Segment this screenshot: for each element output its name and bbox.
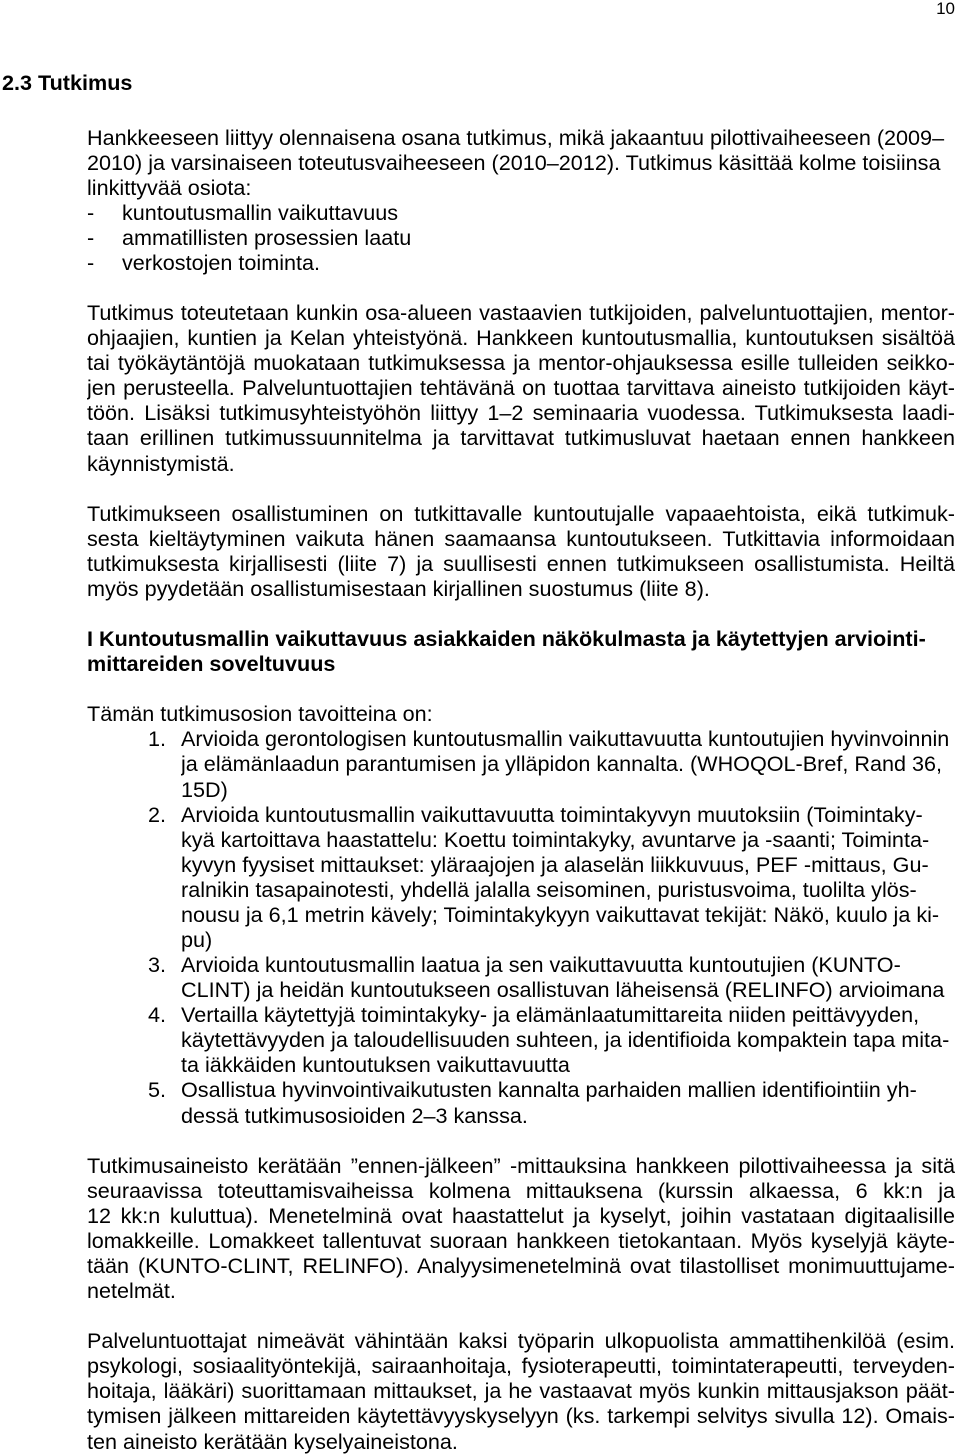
text-line: Tutkimukseen osallistuminen on tutkittavalle kuntoutujalle vapaaehtoista, eikä tutkimuk- xyxy=(87,500,955,526)
text-line: 15D) xyxy=(181,776,228,802)
goal-number: 3. xyxy=(148,952,167,978)
intro-paragraph xyxy=(87,125,955,275)
text-line: 2010) ja varsinaiseen toteutusvaiheeseen (2010–2012). Tutkimus käsittää kolme toisiinsa xyxy=(87,149,941,175)
heading-line: mittareiden soveltuvuus xyxy=(87,651,336,677)
text-line: Arvioida kuntoutusmallin vaikuttavuutta toimintakyvyn muutoksiin (Toimintaky- xyxy=(181,801,923,827)
text-line: Tutkimusaineisto kerätään ”ennen-jälkeen” -mittauksina hankkeen pilottivaiheessa ja sitä xyxy=(87,1152,955,1178)
text-line: Osallistua hyvinvointivaikutusten kannalta parhaiden mallien identifiointiin yh- xyxy=(181,1077,917,1103)
goal-number: 1. xyxy=(148,726,167,752)
text-line: töön. Lisäksi tutkimusyhteistyöhön liittyy 1–2 seminaaria vuodessa. Tutkimuksesta laadi- xyxy=(87,400,955,426)
document-body xyxy=(87,125,955,1454)
text-line: Hankkeeseen liittyy olennaisena osana tutkimus, mikä jakaantuu pilottivaiheeseen (2009– xyxy=(87,124,945,150)
implementation-paragraph xyxy=(87,300,955,476)
research-components-list xyxy=(87,200,955,275)
component-item xyxy=(87,225,955,250)
text-line: ralnikin tasapainotesti, yhdellä jalalla seisominen, puristusvoima, tuolilta ylös- xyxy=(181,876,917,902)
text-line: pu) xyxy=(181,927,213,952)
text-line: lomakkeille. Lomakkeet tallentuvat suoraan hankkeen tietokantaan. Myös kyselyjä käyte- xyxy=(87,1227,955,1253)
text-line: käytettävyyden ja taloudellisuuden suhteen, ja identifioida kompaktein tapa mita- xyxy=(181,1027,950,1053)
text-line: nousu ja 6,1 metrin kävely; Toimintakykyyn vaikuttavat tekijät: Näkö, kuulo ja ki- xyxy=(181,901,940,927)
data-collection-paragraph xyxy=(87,1153,955,1303)
text-line: ohjaajien, kuntien ja Kelan yhteistyönä. Hankkeen kuntoutusmallia, kuntoutuksen sisältöä xyxy=(87,325,955,351)
component-item xyxy=(87,250,955,275)
goal-number: 5. xyxy=(148,1077,167,1103)
text-line: 12 kk:n kuluttua). Menetelminä ovat haastattelut ja kyselyt, joihin vastataan digitaalisille xyxy=(87,1202,955,1228)
text-line: Arvioida gerontologisen kuntoutusmallin vaikuttavuutta kuntoutujien hyvinvoinnin xyxy=(181,726,950,752)
consent-paragraph xyxy=(87,501,955,601)
bullet-dash: - xyxy=(87,249,95,275)
text-line: tutkimuksesta kirjallisesti (liite 7) ja suullisesti ennen tutkimukseen osallistumista. Heiltä xyxy=(87,550,955,576)
goal-number: 4. xyxy=(148,1002,167,1028)
subsection-heading xyxy=(87,626,955,676)
text-line: ja elämänlaadun parantumisen ja ylläpidon kannalta. (WHOQOL-Bref, Rand 36, xyxy=(181,751,942,777)
text-line: taan erillinen tutkimussuunnitelma ja tarvittavat tutkimusluvat haetaan ennen hankkeen xyxy=(87,425,955,451)
section-heading: 2.3 Tutkimus xyxy=(2,69,133,95)
heading-line: I Kuntoutusmallin vaikuttavuus asiakkaiden näkökulmasta ja käytettyjen arviointi- xyxy=(87,626,926,652)
text-line: tymisen jälkeen mittareiden käytettävyyskyselyyn (ks. tarkempi selvitys sivulla 12). Omais- xyxy=(87,1403,955,1429)
goal-item xyxy=(87,726,955,801)
text-line: tään (KUNTO-CLINT, RELINFO). Analyysimenetelminä ovat tilastolliset monimuuttujame- xyxy=(87,1253,955,1279)
text-line: CLINT) ja heidän kuntoutukseen osallistuvan läheisensä (RELINFO) arvioimana xyxy=(181,977,945,1003)
goal-item xyxy=(87,952,955,1002)
goal-item xyxy=(87,802,955,952)
text-line: tai työkäytäntöjä muokataan tutkimuksessa ja mentor-ohjauksessa esille tulleiden seikko- xyxy=(87,350,955,376)
text-line: jen perusteella. Palveluntuottajien tehtävänä on tuottaa tarvittava aineisto tutkijoiden käyt- xyxy=(87,375,955,401)
text-line: dessä tutkimusosioiden 2–3 kanssa. xyxy=(181,1102,528,1128)
measurers-paragraph xyxy=(87,1328,955,1453)
text-line: sesta kieltäytyminen vaikuta hänen saamaansa kuntoutukseen. Tutkittavia informoidaan xyxy=(87,525,955,551)
goals-list xyxy=(87,726,955,1127)
goal-item xyxy=(87,1077,955,1127)
goal-number: 2. xyxy=(148,801,167,827)
text-line: käynnistymistä. xyxy=(87,450,235,476)
goals-intro: Tämän tutkimusosion tavoitteina on: xyxy=(87,701,433,727)
text-line: Tutkimus toteutetaan kunkin osa-alueen vastaavien tutkijoiden, palveluntuottajien, mentor- xyxy=(87,300,955,326)
text-line: hoitaja, lääkäri) suorittamaan mittaukset, ja he vastaavat myös kunkin mittausjakson päät- xyxy=(87,1378,955,1404)
text-line: kyvyn fyysiset mittaukset: yläraajojen ja alaselän liikkuvuus, PEF -mittaus, Gu- xyxy=(181,851,929,877)
text-line: seuraavissa toteuttamisvaiheissa kolmena mittauksena (kurssin alkaessa, 6 kk:n ja xyxy=(87,1177,955,1203)
bullet-dash: - xyxy=(87,199,95,225)
text-line: netelmät. xyxy=(87,1278,176,1304)
text-line: kyä kartoittava haastattelu: Koettu toimintakyky, avuntarve ja -saanti; Toiminta- xyxy=(181,826,930,852)
component-text: verkostojen toiminta. xyxy=(122,249,321,275)
component-text: ammatillisten prosessien laatu xyxy=(122,224,412,250)
text-line: ten aineisto kerätään kyselyaineistona. xyxy=(87,1428,458,1454)
text-line: myös pyydetään osallistumisestaan kirjallinen suostumus (liite 8). xyxy=(87,575,710,601)
goal-item xyxy=(87,1002,955,1077)
component-item xyxy=(87,200,955,225)
text-line: linkittyvää osiota: xyxy=(87,174,252,200)
text-line: Vertailla käytettyjä toimintakyky- ja elämänlaatumittareita niiden peittävyyden, xyxy=(181,1002,920,1028)
text-line: psykologi, sosiaalityöntekijä, sairaanhoitaja, fysioterapeutti, toimintaterapeutti, terveyden- xyxy=(87,1353,955,1379)
component-text: kuntoutusmallin vaikuttavuus xyxy=(122,199,399,225)
text-line: Palveluntuottajat nimeävät vähintään kaksi työparin ulkopuolista ammattihenkilöä (esim. xyxy=(87,1328,955,1354)
bullet-dash: - xyxy=(87,224,95,250)
text-line: ta iäkkäiden kuntoutuksen vaikuttavuutta xyxy=(181,1052,570,1078)
text-line: Arvioida kuntoutusmallin laatua ja sen vaikuttavuutta kuntoutujien (KUNTO- xyxy=(181,952,901,978)
page-number: 10 xyxy=(936,0,955,18)
